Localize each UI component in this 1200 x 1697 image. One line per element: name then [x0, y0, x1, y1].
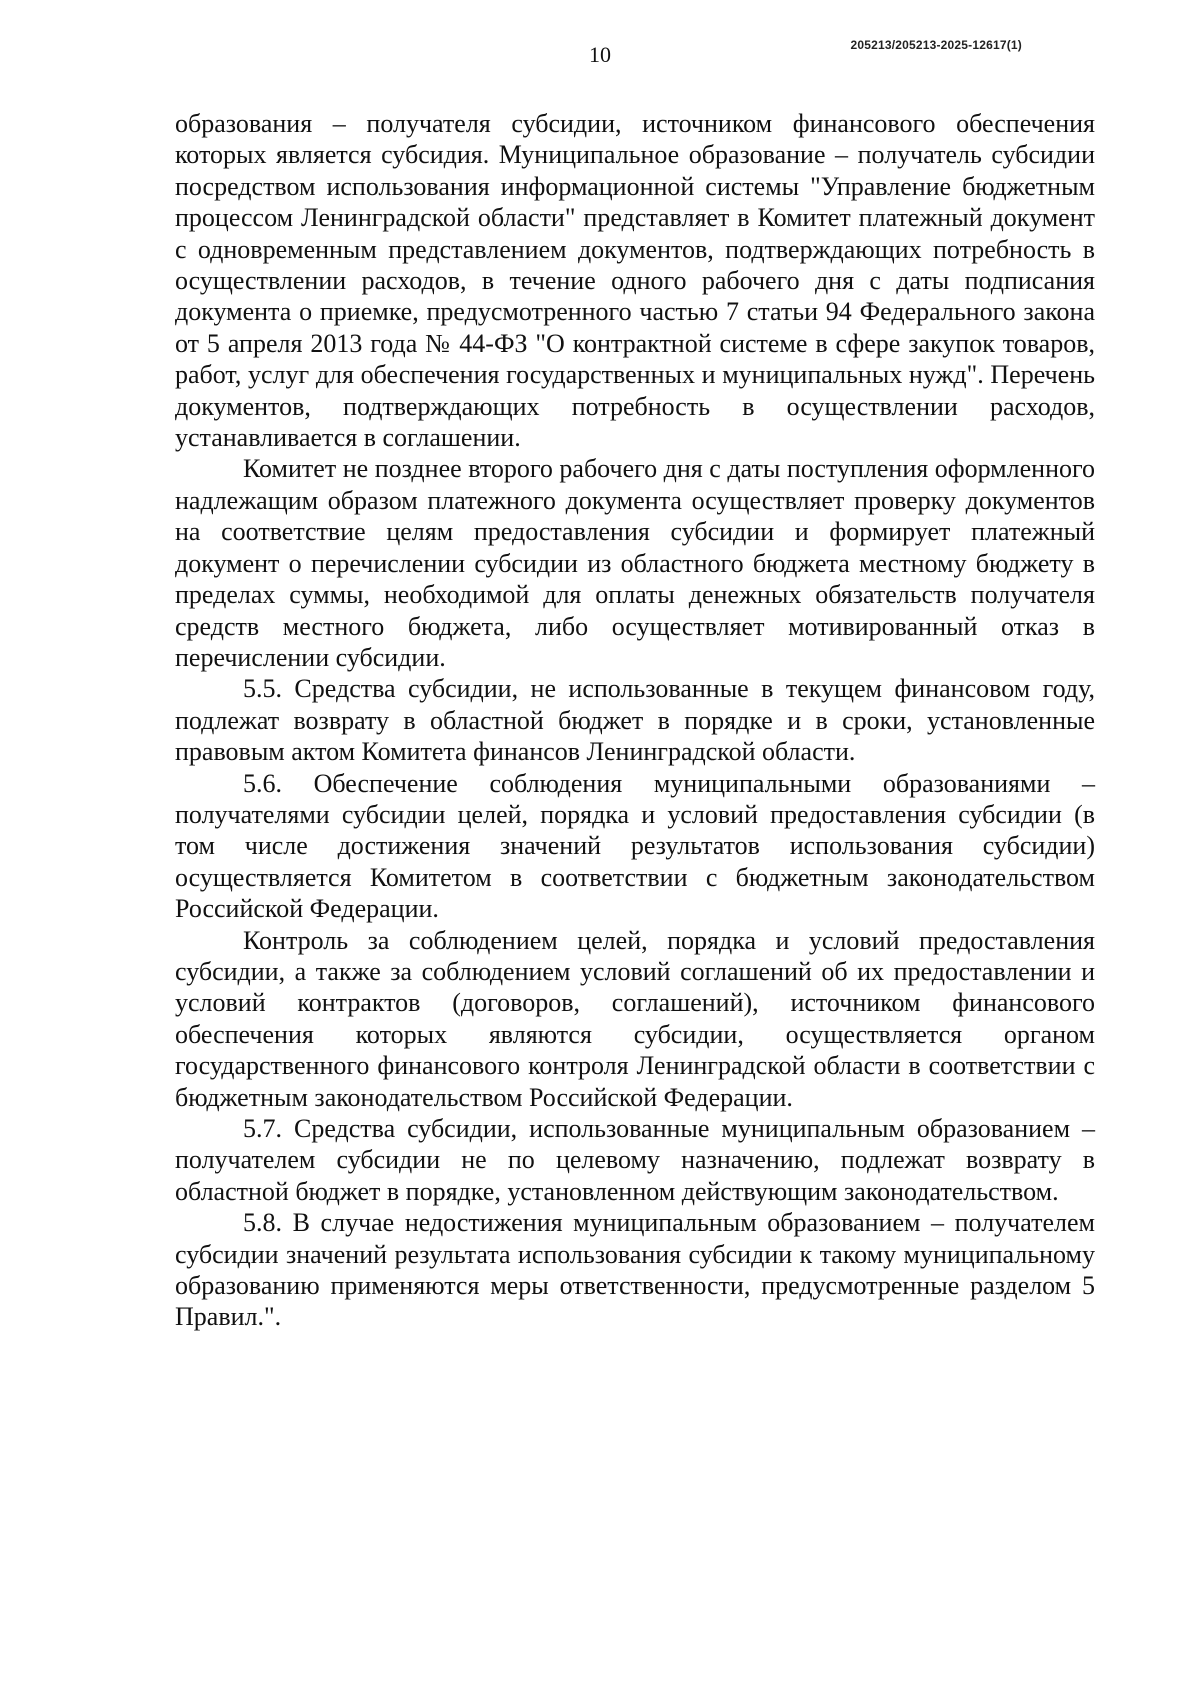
- paragraph-control: Контроль за соблюдением целей, порядка и условий предоставления субсидии, а также за соблюдением условий соглашений об их предоставлении и условий контрактов (договоров, соглашений), источником финансового обеспечения которых являются субсидии, осуществляется органом государственного финансового контроля Ленинградской области в соответствии с бюджетным законодательством Российской Федерации.: [175, 925, 1095, 1112]
- paragraph-continuation: образования – получателя субсидии, источником финансового обеспечения которых является субсидия. Муниципальное образование – получатель субсидии посредством использования информационной системы "Управление бюджетным процессом Ленинградской области" представляет в Комитет платежный документ с одновременным представлением документов, подтверждающих потребность в осуществлении расходов, в течение одного рабочего дня с даты подписания документа о приемке, предусмотренного частью 7 статьи 94 Федерального закона от 5 апреля 2013 года № 44-ФЗ "О контрактной системе в сфере закупок товаров, работ, услуг для обеспечения государственных и муниципальных нужд". Перечень документов, подтверждающих потребность в осуществлении расходов, устанавливается в соглашении.: [175, 109, 1095, 453]
- paragraph-5-5: 5.5. Средства субсидии, не использованные в текущем финансовом году, подлежат возврату в областной бюджет в порядке и в сроки, установленные правовым актом Комитета финансов Ленинградской области.: [175, 674, 1095, 767]
- document-id: 205213/205213-2025-12617(1): [850, 38, 1022, 52]
- document-body: [175, 108, 1095, 1333]
- paragraph-committee-check: Комитет не позднее второго рабочего дня с даты поступления оформленного надлежащим образом платежного документа осуществляет проверку документов на соответствие целям предоставления субсидии и формирует платежный документ о перечислении субсидии из областного бюджета местному бюджету в пределах суммы, необходимой для оплаты денежных обязательств получателя средств местного бюджета, либо осуществляет мотивированный отказ в перечислении субсидии.: [175, 454, 1095, 672]
- paragraph-5-8: 5.8. В случае недостижения муниципальным образованием – получателем субсидии значений результата использования субсидии к такому муниципальному образованию применяются меры ответственности, предусмотренные разделом 5 Правил.".: [175, 1208, 1095, 1332]
- paragraph-5-7: 5.7. Средства субсидии, использованные муниципальным образованием – получателем субсидии не по целевому назначению, подлежат возврату в областной бюджет в порядке, установленном действующим законодательством.: [175, 1114, 1095, 1206]
- paragraph-5-6: 5.6. Обеспечение соблюдения муниципальными образованиями – получателями субсидии целей, порядка и условий предоставления субсидии (в том числе достижения значений результатов использования субсидии) осуществляется Комитетом в соответствии с бюджетным законодательством Российской Федерации.: [175, 768, 1095, 924]
- page-number: 10: [589, 42, 611, 67]
